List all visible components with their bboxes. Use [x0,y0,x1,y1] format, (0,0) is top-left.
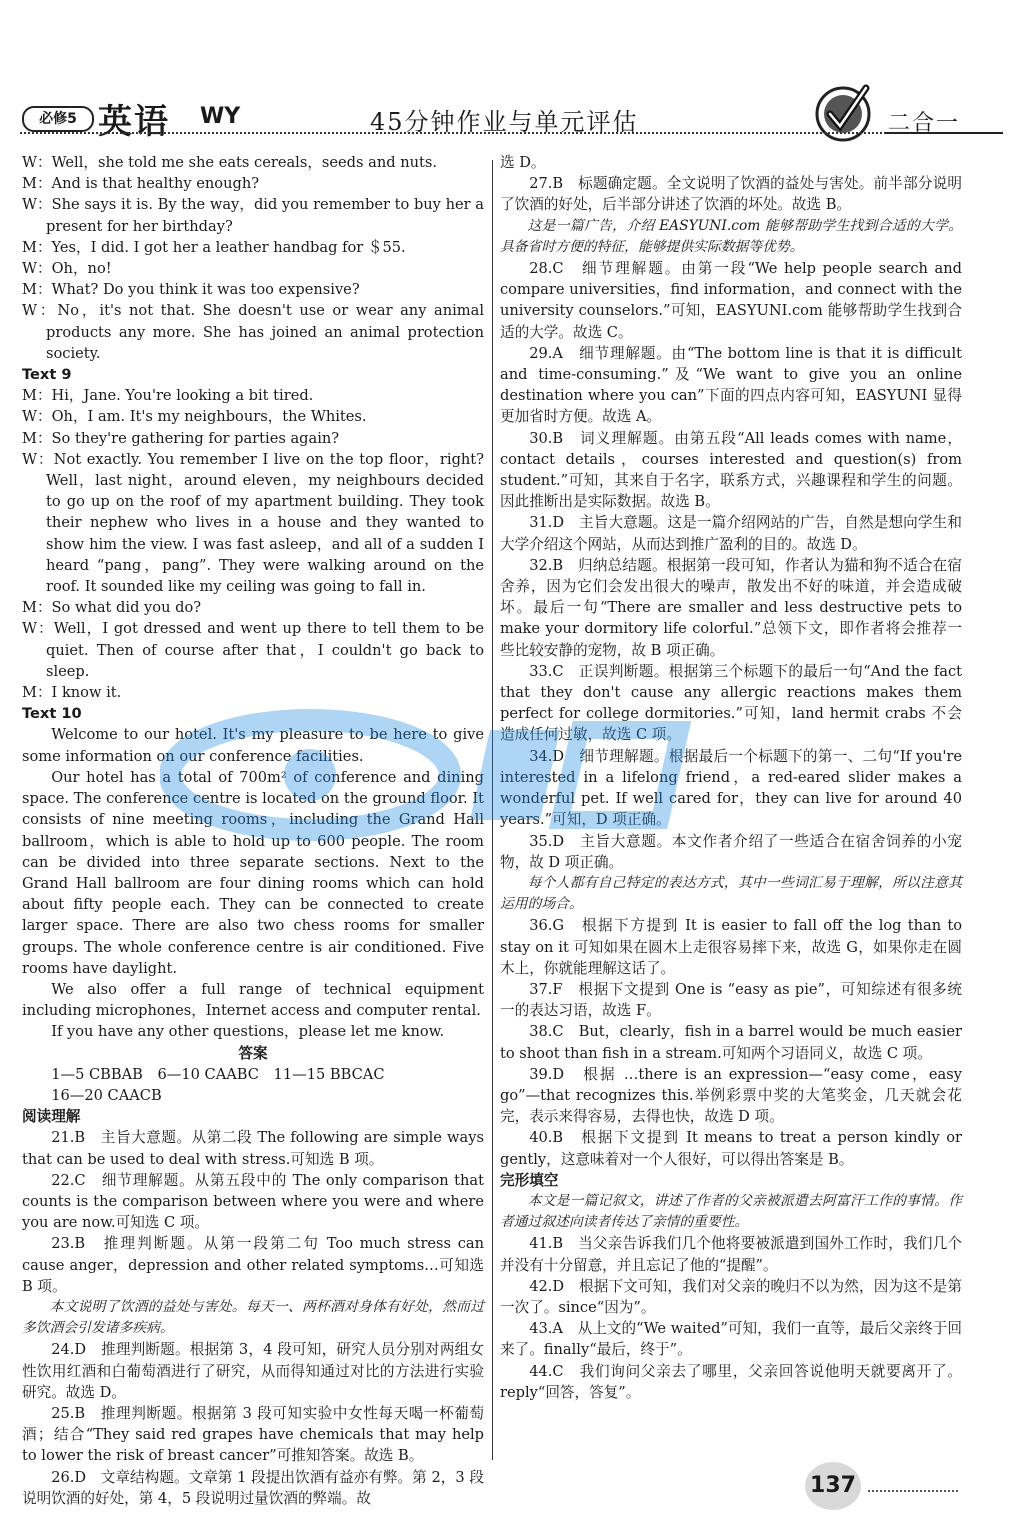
answer-explanation: 选 D。 [500,154,546,171]
edition-label: WY [200,104,241,129]
left-column [22,152,484,1509]
dialogue-line: W：Well，I got dressed and went up there to tell them to be quiet. Then of course after that，I couldn't go back to sleep. [22,620,484,680]
answer-key: 1—5 CBBAB 6—10 CAABC 11—15 BBCAC [51,1065,385,1083]
answer-explanation: 23.B 推理判断题。从第一段第二句 Too much stress can cause anger，depression and other related symptoms…可知选 B 项。 [22,1235,484,1295]
page-number: 137 [805,1462,861,1510]
section-heading: 完形填空 [500,1171,559,1189]
answer-explanation: 29.A 细节理解题。由“The bottom line is that it is difficult and time-consuming.”及“We want to give you an online destination where you can”下面的四点内容可知，EASYUNI 显得更加省时方便。故选 A。 [500,344,962,426]
combo-label: 二合一 [888,111,961,136]
subject-title: 英语 [98,102,170,142]
answer-explanation: 37.F 根据下文提到 One is “easy as pie”，可知综述有很多统一的表达习语，故选 F。 [500,980,962,1020]
answer-explanation: 28.C 细节理解题。由第一段“We help people search and compare universities，find information，and connect with the university counselors.”可知，EASYUNI.com 能够帮助学生找到合适的大学。故选 C。 [500,260,962,341]
answer-explanation: 35.D 主旨大意题。本文作者介绍了一些适合在宿舍饲养的小宠物，故 D 项正确。 [500,832,962,871]
series-title: 45分钟作业与单元评估 [370,108,639,136]
paragraph: Welcome to our hotel. It's my pleasure to be here to give some information on our conference facilities. [22,726,484,765]
dialogue-line: W：No，it's not that. She doesn't use or wear any animal products any more. She has joined an animal protection society. [22,302,484,362]
answer-explanation: 40.B 根据下文提到 It means to treat a person kindly or gently，这意味着对一个人很好，可以得出答案是 B。 [500,1129,962,1168]
answer-explanation: 24.D 推理判断题。根据第 3，4 段可知，研究人员分别对两组女性饮用红酒和白葡萄酒进行了研究，从而得知通过对比的方法进行实验研究。故选 D。 [22,1341,484,1401]
dialogue-line: W：She says it is. By the way，did you remember to buy her a present for her birthday? [22,196,484,235]
dialogue-line: M：So they're gathering for parties again? [22,429,340,447]
answer-explanation: 31.D 主旨大意题。这是一篇介绍网站的广告，自然是想向学生和大学介绍这个网站，从而达到推广盈利的目的。故选 D。 [500,514,962,553]
dialogue-line: M：Yes，I did. I got her a leather handbag for ＄55. [22,238,406,256]
paragraph: Our hotel has a total of 700m² of conference and dining space. The conference centre is located on the ground floor. It consists of nine meeting rooms，including the Grand Hall ballroom，which is able to hold up to 600 people. The room can be divided into three separate sections. Next to the Grand Hall ballroom are four dining rooms which can hold about fifty people each. They can be connected to create larger space. There are also two chess rooms for smaller groups. The whole conference centre is air conditioned. Five rooms have daylight. [22,768,484,977]
passage-note: 本文说明了饮酒的益处与害处。每天一、两杯酒对身体有好处，然而过多饮酒会引发诸多疾病。 [22,1298,484,1337]
answer-explanation: 33.C 正误判断题。根据第三个标题下的最后一句“And the fact that they don't cause any allergic reactions makes them perfect for college dormitories.”可知，land hermit crabs 不会造成任何过敏，故选 C 项。 [500,662,962,744]
answer-explanation: 25.B 推理判断题。根据第 3 段可知实验中女性每天喝一杯葡萄酒；结合“They said red grapes have chemicals that may help to lower the risk of breast cancer”可推知答案。故选 B。 [22,1404,484,1465]
section-heading: Text 10 [22,705,82,723]
section-heading: 阅读理解 [22,1108,81,1126]
answer-explanation: 21.B 主旨大意题。从第二段 The following are simple ways that can be used to deal with stress.可知选 B 项。 [22,1129,484,1168]
volume-badge: 必修5 [22,106,94,132]
answer-explanation: 27.B 标题确定题。全文说明了饮酒的益处与害处。前半部分说明了饮酒的好处，后半部分讲述了饮酒的坏处。故选 B。 [500,175,962,214]
dialogue-line: M：What? Do you think it was too expensive? [22,281,360,299]
checkmark-logo-icon [808,70,878,148]
answer-explanation: 38.C But，clearly，fish in a barrel would be much easier to shoot than fish in a stream.可知两个习语同义，故选 C 项。 [500,1023,962,1062]
dialogue-line: M：So what did you do? [22,599,202,617]
answer-explanation: 36.G 根据下方提到 It is easier to fall off the log than to stay on it 可知如果在圆木上走很容易摔下来，故选 G，如果你走在圆木上，你就能理解这话了。 [500,917,962,977]
dialogue-line: W：Oh，no! [22,260,112,278]
answer-key: 16—20 CAACB [51,1086,162,1104]
answer-explanation: 39.D 根据 …there is an expression—“easy come，easy go”—that recognizes this.举例彩票中奖的大笔奖金，几天就会花完，表示来得容易，去得也快，故选 D 项。 [500,1065,962,1126]
passage-note: 本文是一篇记叙文，讲述了作者的父亲被派遣去阿富汗工作的事情。作者通过叙述向读者传达了亲情的重要性。 [500,1192,962,1231]
answer-explanation: 26.D 文章结构题。文章第 1 段提出饮酒有益亦有弊。第 2，3 段说明饮酒的好处，第 4，5 段说明过量饮酒的弊端。故 [22,1468,484,1507]
header-rule-right [885,132,1003,134]
answer-explanation: 22.C 细节理解题。从第五段中的 The only comparison that counts is the comparison between where you were and where you are now.可知选 C 项。 [22,1171,484,1232]
answer-explanation: 42.D 根据下文可知，我们对父亲的晚归不以为然，因为这不是第一次了。since“因为”。 [500,1277,962,1316]
page-header [0,70,1024,160]
column-divider [492,160,493,1460]
answer-explanation: 41.B 当父亲告诉我们几个他将要被派遣到国外工作时，我们几个并没有十分留意，并且忘记了他的“提醒”。 [500,1235,962,1274]
answer-explanation: 32.B 归纳总结题。根据第一段可知，作者认为猫和狗不适合在宿舍养，因为它们会发出很大的噪声，散发出不好的味道，并会造成破坏。最后一句“There are smaller and less destructive pets to make your dormitory life colorful.”总领下文，即作者将会推荐一些比较安静的宠物，故 B 项正确。 [500,556,962,659]
dialogue-line: M：I know it. [22,684,122,702]
answer-explanation: 34.D 细节理解题。根据最后一个标题下的第一、二句“If you're interested in a lifelong friend，a red-eared slider makes a wonderful pet. If well cared for，they can live for around 40 years.”可知，D 项正确。 [500,747,962,829]
dialogue-line: M：And is that healthy enough? [22,175,260,193]
dialogue-line: W：Oh，I am. It's my neighbours，the Whites. [22,408,367,426]
paragraph: We also offer a full range of technical equipment including microphones，Internet access and computer rental. [22,980,484,1020]
page-footer-rule [868,1490,958,1492]
dialogue-line: W：Well，she told me she eats cereals，seeds and nuts. [22,154,438,171]
answer-explanation: 44.C 我们询问父亲去了哪里，父亲回答说他明天就要离开了。reply“回答，答复”。 [500,1362,962,1401]
header-rule [20,132,1002,134]
dialogue-line: M：Hi，Jane. You're looking a bit tired. [22,387,314,405]
dialogue-line: W：Not exactly. You remember I live on the top floor，right? Well，last night，around eleven，my neighbours decided to go up on the roof of my apartment building. They took their nephew who lives in a house and they wanted to show him the view. I was fast asleep，and all of a sudden I heard “pang，pang”. They were walking around on the roof. It sounded like my ceiling was going to fall in. [22,450,484,596]
passage-note: 每个人都有自己特定的表达方式，其中一些词汇易于理解，所以注意其运用的场合。 [500,874,962,913]
section-heading: Text 9 [22,366,72,384]
right-column [500,152,962,1403]
answer-explanation: 30.B 词义理解题。由第五段“All leads comes with name，contact details，courses interested and question(s) from student.”可知，其来自于名字，联系方式，兴趣课程和学生的问题。因此推断出是实际数据。故选 B。 [500,429,962,511]
answers-heading: 答案 [238,1044,268,1062]
passage-note: 这是一篇广告，介绍 EASYUNI.com 能够帮助学生找到合适的大学。具备省时方便的特征，能够提供实际数据等优势。 [500,217,962,255]
answer-explanation: 43.A 从上文的“We waited”可知，我们一直等，最后父亲终于回来了。finally“最后，终于”。 [500,1320,962,1359]
paragraph: If you have any other questions，please let me know. [51,1023,445,1041]
